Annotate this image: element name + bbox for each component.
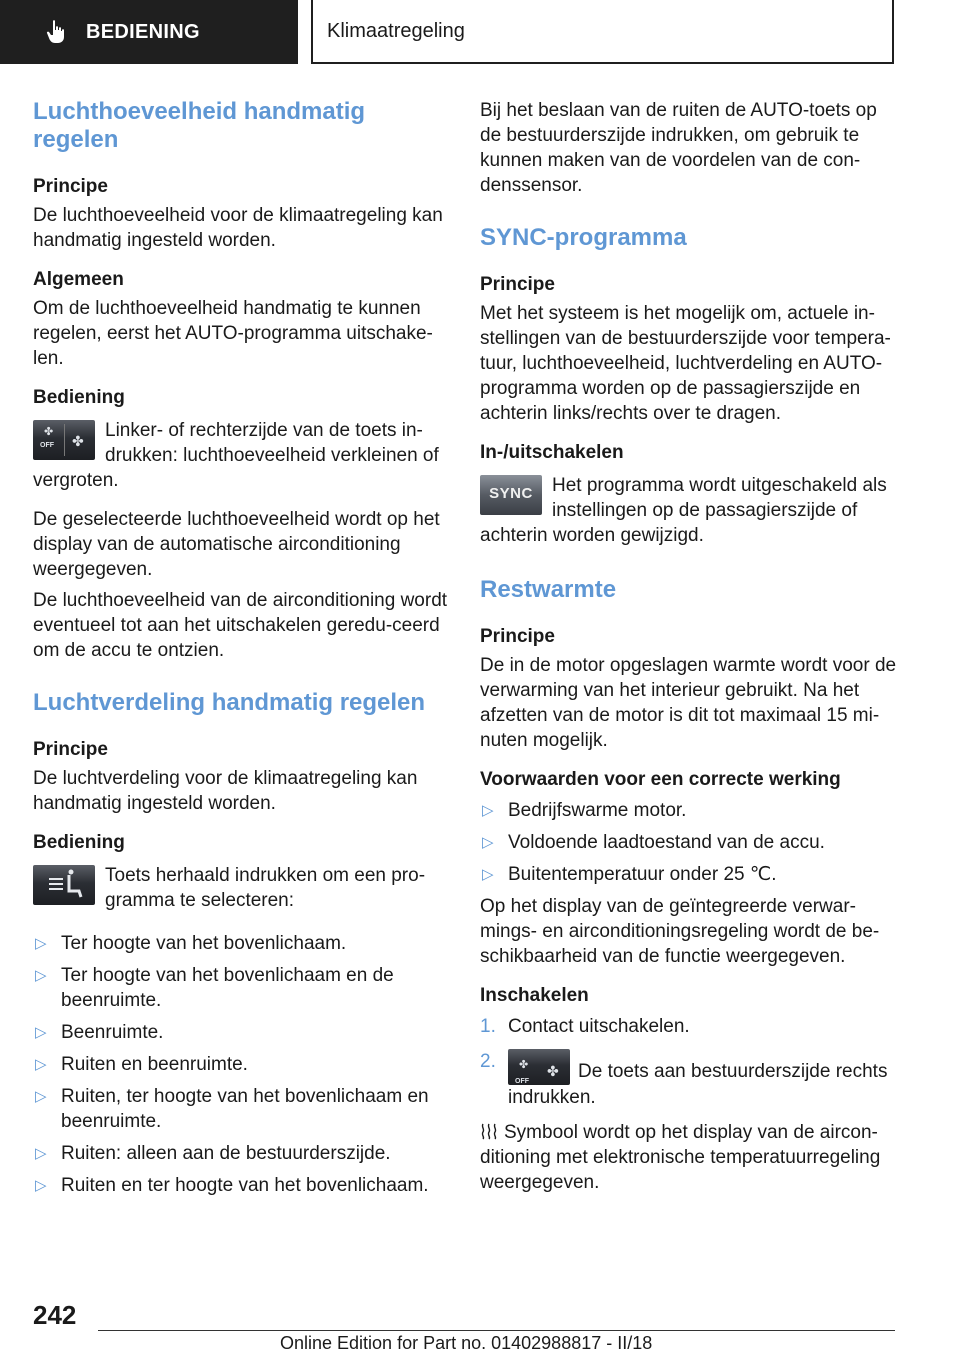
triangle-bullet-icon: ▷ — [482, 802, 494, 819]
large-fan-icon: ✤ — [72, 433, 84, 449]
list-item-text: Beenruimte. — [61, 1022, 164, 1043]
air-distribution-key-icon — [33, 865, 95, 905]
sync-key-label: SYNC — [489, 485, 533, 502]
paragraph: De luchthoeveelheid voor de klimaatregeling kan handmatig ingesteld worden. — [33, 205, 443, 251]
paragraph: Linker- of rechterzijde van de toets in-drukken: luchthoeveelheid verkleinen of vergroten. — [33, 420, 439, 491]
list-item — [33, 1084, 451, 1134]
list-item-text: Buitentemperatuur onder 25 ℃. — [508, 864, 777, 885]
steps-list — [480, 1014, 898, 1110]
paragraph: Op het display van de geïntegreerde verwar-mings- en airconditioningsregeling wordt de be-schikbaarheid van de functie weergegeven. — [480, 896, 880, 967]
paragraph: Met het systeem is het mogelijk om, actuele in-stellingen van de bestuurderszijde voor tempera-tuur, luchthoeveelheid, luchtverdeling en AUTO-programma worden op de passagierszijde en achterin links/rechts over te dragen. — [480, 303, 891, 424]
subheading-inschakelen: Inschakelen — [480, 985, 589, 1006]
paragraph: De in de motor opgeslagen warmte wordt voor de verwarming van het interieur gebruikt. Na het afzetten van de motor is dit tot maximaal 15 mi-nuten mogelijk. — [480, 655, 897, 751]
off-label: OFF — [40, 442, 54, 449]
sync-instruction — [480, 473, 898, 548]
heading-luchtverdeling: Luchtverdeling handmatig regelen — [33, 689, 426, 716]
page-number: 242 — [33, 1300, 77, 1330]
list-item-text: Ruiten en ter hoogte van het bovenlichaam. — [61, 1175, 429, 1196]
triangle-bullet-icon: ▷ — [482, 866, 494, 883]
triangle-bullet-icon: ▷ — [35, 1024, 47, 1041]
symbol-text: Symbool wordt op het display van de aircon-ditioning met elektronische temperatuurregeling weergegeven. — [480, 1122, 881, 1193]
step-text: De toets aan bestuurderszijde rechts indrukken. — [508, 1061, 888, 1108]
list-item-text: Ruiten: alleen aan de bestuurderszijde. — [61, 1143, 391, 1164]
section-title: BEDIENING — [86, 20, 200, 43]
subheading-principe: Principe — [480, 274, 555, 295]
list-item — [33, 1141, 451, 1166]
air-distribution-instruction — [33, 863, 451, 913]
paragraph: Het programma wordt uitgeschakeld als instellingen op de passagierszijde of achterin worden gewijzigd. — [480, 475, 887, 546]
subheading-bediening: Bediening — [33, 387, 125, 408]
chapter-title — [311, 0, 894, 64]
fan-speed-key-icon — [33, 420, 95, 460]
paragraph: Bij het beslaan van de ruiten de AUTO-toets op de bestuurderszijde indrukken, om gebruik te kunnen maken van de voordelen van de con-denssensor. — [480, 100, 877, 196]
air-distribution-list — [33, 931, 451, 1198]
step-item — [480, 1049, 898, 1110]
subheading-principe: Principe — [33, 739, 108, 760]
list-item — [33, 1052, 451, 1077]
heading-luchthoeveelheid: Luchthoeveelheid handmatig regelen — [33, 98, 366, 153]
list-item-text: Bedrijfswarme motor. — [508, 800, 687, 821]
triangle-bullet-icon: ▷ — [35, 1056, 47, 1073]
section-tab — [0, 0, 298, 64]
heading-sync: SYNC-programma — [480, 224, 687, 251]
left-column — [33, 98, 451, 1208]
list-item — [33, 931, 451, 956]
seat-airflow-icon — [33, 865, 95, 905]
triangle-bullet-icon: ▷ — [35, 1088, 47, 1105]
right-column — [480, 98, 898, 1209]
subheading-bediening: Bediening — [33, 832, 125, 853]
list-item — [33, 1173, 451, 1198]
triangle-bullet-icon: ▷ — [35, 1177, 47, 1194]
fan-key-instruction — [33, 418, 451, 493]
subheading-principe: Principe — [33, 176, 108, 197]
list-item-text: Ruiten en beenruimte. — [61, 1054, 248, 1075]
triangle-bullet-icon: ▷ — [35, 1145, 47, 1162]
edition-note: Online Edition for Part no. 01402988817 - II/18 — [280, 1333, 653, 1353]
sync-key-icon — [480, 475, 542, 515]
subheading-voorwaarden: Voorwaarden voor een correcte werking — [480, 769, 841, 790]
footer-divider — [98, 1330, 895, 1331]
list-item — [480, 862, 898, 887]
triangle-bullet-icon: ▷ — [35, 935, 47, 952]
paragraph: De geselecteerde luchthoeveelheid wordt op het display van de automatische airconditioning weergegeven. — [33, 509, 440, 580]
step-text: Contact uitschakelen. — [508, 1016, 690, 1037]
step-number: 2. — [480, 1051, 496, 1072]
subheading-principe: Principe — [480, 626, 555, 647]
hand-pointer-icon — [44, 19, 70, 45]
paragraph: Om de luchthoeveelheid handmatig te kunnen regelen, eerst het AUTO-programma uitschake-len. — [33, 298, 433, 369]
chapter-title-text: Klimaatregeling — [327, 19, 465, 42]
symbol-paragraph — [480, 1120, 898, 1195]
triangle-bullet-icon: ▷ — [35, 967, 47, 984]
list-item — [480, 798, 898, 823]
small-fan-icon: ✤ — [44, 426, 54, 438]
heading-restwarmte: Restwarmte — [480, 576, 617, 603]
paragraph: De luchtverdeling voor de klimaatregeling kan handmatig ingesteld worden. — [33, 768, 418, 814]
triangle-bullet-icon: ▷ — [482, 834, 494, 851]
paragraph: Toets herhaald indrukken om een pro-gramma te selecteren: — [105, 865, 426, 911]
step-number: 1. — [480, 1016, 496, 1037]
list-item-text: Voldoende laadtoestand van de accu. — [508, 832, 825, 853]
paragraph: De luchthoeveelheid van de airconditioning wordt eventueel tot aan het uitschakelen geredu-ceerd om de accu te ontzien. — [33, 590, 448, 661]
conditions-list — [480, 798, 898, 887]
list-item — [33, 963, 451, 1013]
list-item — [33, 1020, 451, 1045]
subheading-algemeen: Algemeen — [33, 269, 124, 290]
list-item-text: Ter hoogte van het bovenlichaam en de beenruimte. — [61, 965, 394, 1011]
list-item — [480, 830, 898, 855]
heat-waves-icon — [480, 1122, 498, 1140]
fan-speed-key-icon: ✤ OFF ✤ — [508, 1049, 570, 1085]
subheading-inuitschakelen: In-/uitschakelen — [480, 442, 624, 463]
step-item — [480, 1014, 898, 1039]
list-item-text: Ter hoogte van het bovenlichaam. — [61, 933, 347, 954]
list-item-text: Ruiten, ter hoogte van het bovenlichaam en beenruimte. — [61, 1086, 429, 1132]
